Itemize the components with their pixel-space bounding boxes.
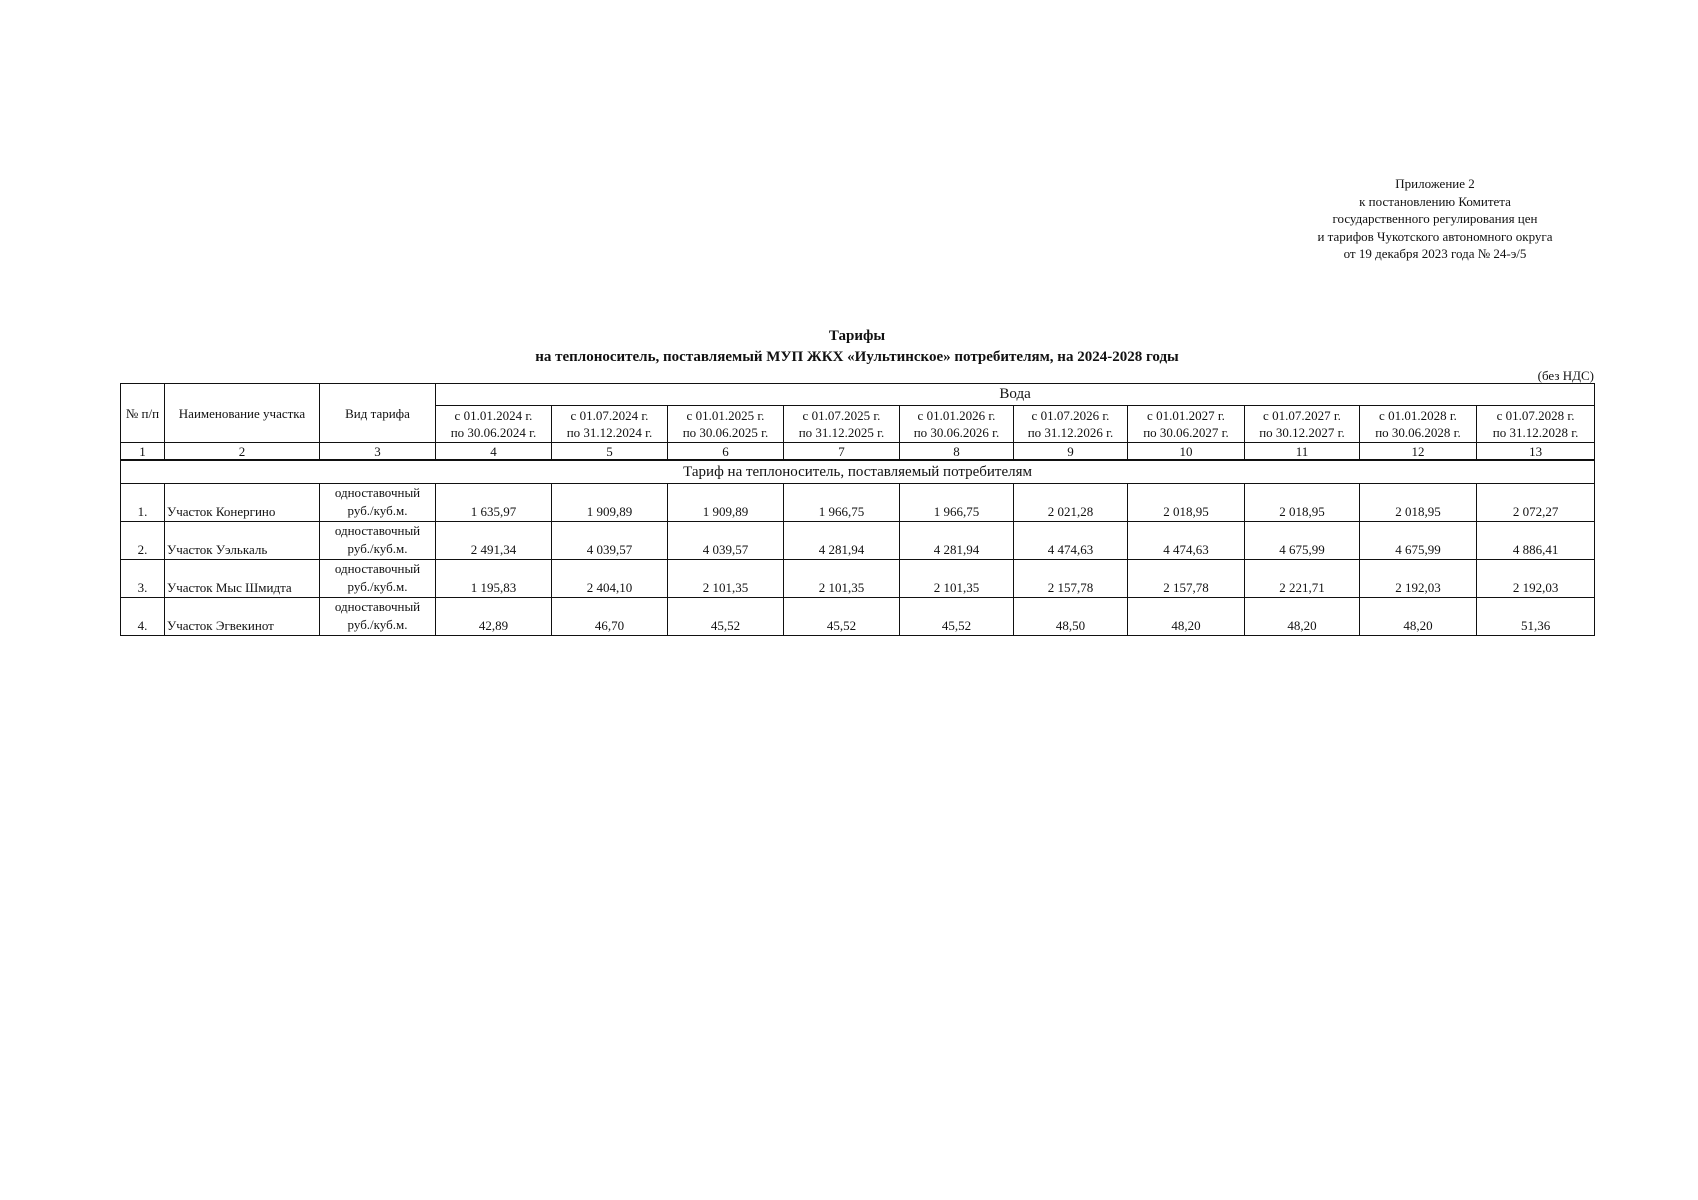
title-line-2: на теплоноситель, поставляемый МУП ЖКХ «Иультинское» потребителям, на 2024-2028 годы — [535, 349, 1179, 365]
column-number: 12 — [1360, 443, 1477, 461]
section-title: Тариф на теплоноситель, поставляемый потребителям — [121, 460, 1595, 484]
tariff-value: 4 281,94 — [784, 522, 900, 560]
tariff-value: 2 491,34 — [436, 522, 552, 560]
tariff-value: 2 072,27 — [1477, 484, 1595, 522]
tariff-value: 2 101,35 — [784, 560, 900, 598]
tariff-value: 2 192,03 — [1477, 560, 1595, 598]
period-cell: с 01.07.2025 г. по 31.12.2025 г. — [784, 406, 900, 443]
tariff-value: 2 018,95 — [1360, 484, 1477, 522]
tariff-value: 2 221,71 — [1245, 560, 1360, 598]
tariff-value: 1 635,97 — [436, 484, 552, 522]
row-site: Участок Уэлькаль — [165, 522, 320, 560]
row-site: Участок Конергино — [165, 484, 320, 522]
row-num: 3. — [121, 560, 165, 598]
section-row — [121, 460, 1595, 484]
column-number: 8 — [900, 443, 1014, 461]
row-kind: одноставочный руб./куб.м. — [320, 484, 436, 522]
tariff-table — [120, 383, 1595, 636]
tariff-value: 4 675,99 — [1245, 522, 1360, 560]
period-cell: с 01.07.2028 г. по 31.12.2028 г. — [1477, 406, 1595, 443]
period-cell: с 01.07.2024 г. по 31.12.2024 г. — [552, 406, 668, 443]
column-number: 1 — [121, 443, 165, 461]
table-row — [121, 560, 1595, 598]
tariff-value: 1 195,83 — [436, 560, 552, 598]
column-number: 11 — [1245, 443, 1360, 461]
appendix-line: Приложение 2 — [1395, 176, 1475, 191]
tariff-value: 45,52 — [668, 598, 784, 636]
column-number: 6 — [668, 443, 784, 461]
period-cell: с 01.01.2027 г. по 30.06.2027 г. — [1128, 406, 1245, 443]
tariff-value: 48,20 — [1245, 598, 1360, 636]
header-row — [121, 384, 1595, 406]
appendix-line: к постановлению Комитета — [1359, 193, 1511, 209]
row-kind: одноставочный руб./куб.м. — [320, 598, 436, 636]
row-kind: одноставочный руб./куб.м. — [320, 522, 436, 560]
tariff-value: 4 039,57 — [552, 522, 668, 560]
tariff-value: 45,52 — [900, 598, 1014, 636]
tariff-value: 1 966,75 — [784, 484, 900, 522]
column-number: 13 — [1477, 443, 1595, 461]
tariff-value: 2 404,10 — [552, 560, 668, 598]
tariff-value: 2 192,03 — [1360, 560, 1477, 598]
header-num: № п/п — [121, 384, 165, 443]
tariff-value: 1 966,75 — [900, 484, 1014, 522]
column-number: 4 — [436, 443, 552, 461]
column-number: 3 — [320, 443, 436, 461]
tariff-value: 1 909,89 — [668, 484, 784, 522]
column-number: 7 — [784, 443, 900, 461]
row-site: Участок Эгвекинот — [165, 598, 320, 636]
tariff-value: 2 018,95 — [1128, 484, 1245, 522]
appendix-block — [1270, 175, 1600, 263]
row-kind: одноставочный руб./куб.м. — [320, 560, 436, 598]
tariff-value: 45,52 — [784, 598, 900, 636]
period-cell: с 01.07.2027 г. по 30.12.2027 г. — [1245, 406, 1360, 443]
tariff-value: 1 909,89 — [552, 484, 668, 522]
header-kind: Вид тарифа — [320, 384, 436, 443]
tariff-value: 48,20 — [1360, 598, 1477, 636]
tariff-value: 4 886,41 — [1477, 522, 1595, 560]
tariff-value: 4 474,63 — [1014, 522, 1128, 560]
document-title — [120, 326, 1594, 368]
period-cell: с 01.01.2025 г. по 30.06.2025 г. — [668, 406, 784, 443]
appendix-line: от 19 декабря 2023 года № 24-э/5 — [1343, 246, 1527, 261]
tariff-value: 48,50 — [1014, 598, 1128, 636]
row-num: 4. — [121, 598, 165, 636]
row-site: Участок Мыс Шмидта — [165, 560, 320, 598]
column-number-row — [121, 443, 1595, 461]
tariff-value: 46,70 — [552, 598, 668, 636]
column-number: 10 — [1128, 443, 1245, 461]
tariff-value: 4 675,99 — [1360, 522, 1477, 560]
tariff-value: 42,89 — [436, 598, 552, 636]
period-cell: с 01.07.2026 г. по 31.12.2026 г. — [1014, 406, 1128, 443]
column-number: 5 — [552, 443, 668, 461]
tariff-value: 2 101,35 — [668, 560, 784, 598]
table-row — [121, 598, 1595, 636]
table-row — [121, 522, 1595, 560]
tariff-value: 51,36 — [1477, 598, 1595, 636]
tariff-value: 4 281,94 — [900, 522, 1014, 560]
tariff-value: 2 021,28 — [1014, 484, 1128, 522]
vat-note: (без НДС) — [1537, 368, 1594, 383]
appendix-line: и тарифов Чукотского автономного округа — [1317, 228, 1553, 244]
column-number: 2 — [165, 443, 320, 461]
period-cell: с 01.01.2024 г. по 30.06.2024 г. — [436, 406, 552, 443]
title-line-1: Тарифы — [828, 328, 886, 344]
tariff-value: 48,20 — [1128, 598, 1245, 636]
tariff-value: 4 039,57 — [668, 522, 784, 560]
header-water: Вода — [436, 384, 1595, 406]
tariff-value: 2 157,78 — [1014, 560, 1128, 598]
tariff-value: 2 101,35 — [900, 560, 1014, 598]
table-row — [121, 484, 1595, 522]
tariff-value: 2 018,95 — [1245, 484, 1360, 522]
row-num: 1. — [121, 484, 165, 522]
tariff-value: 4 474,63 — [1128, 522, 1245, 560]
row-num: 2. — [121, 522, 165, 560]
appendix-line: государственного регулирования цен — [1332, 211, 1538, 226]
period-cell: с 01.01.2026 г. по 30.06.2026 г. — [900, 406, 1014, 443]
column-number: 9 — [1014, 443, 1128, 461]
tariff-value: 2 157,78 — [1128, 560, 1245, 598]
header-site: Наименование участка — [165, 384, 320, 443]
period-cell: с 01.01.2028 г. по 30.06.2028 г. — [1360, 406, 1477, 443]
